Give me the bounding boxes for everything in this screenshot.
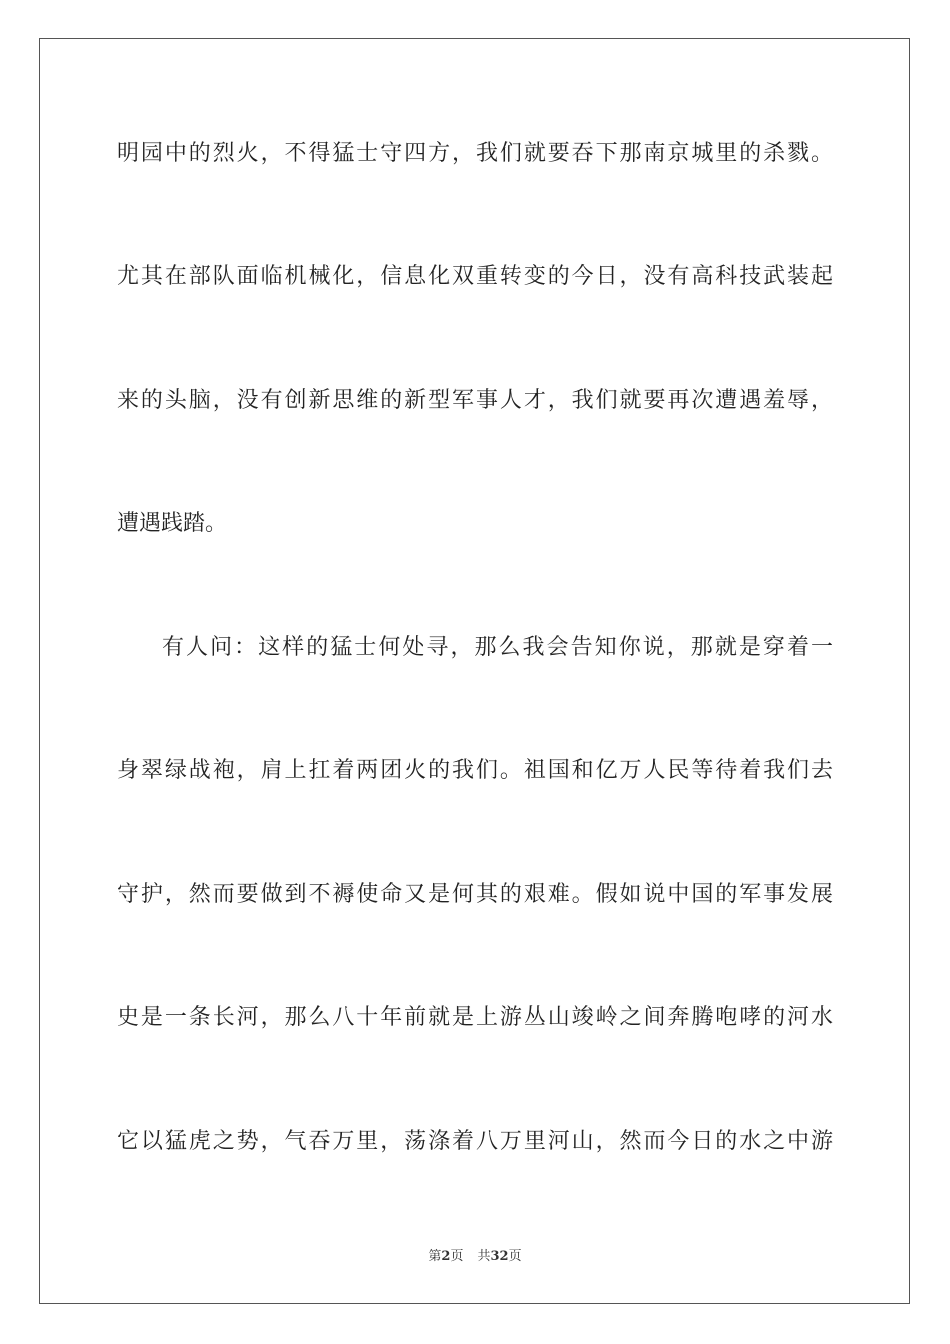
footer-page-number: 2	[441, 1249, 451, 1264]
page-border	[39, 38, 910, 1304]
body-line-8: 史是一条长河，那么八十年前就是上游丛山竣岭之间奔腾咆哮的河水	[117, 1005, 833, 1030]
footer-total-prefix: 共	[477, 1249, 491, 1264]
body-line-5: 有人问：这样的猛士何处寻，那么我会告知你说，那就是穿着一	[162, 635, 833, 660]
body-line-9: 它以猛虎之势，气吞万里，荡涤着八万里河山，然而今日的水之中游	[117, 1129, 833, 1154]
body-line-1: 明园中的烈火，不得猛士守四方，我们就要吞下那南京城里的杀戮。	[117, 141, 833, 166]
footer-total-pages: 32	[490, 1249, 509, 1264]
page-footer	[0, 1248, 950, 1266]
footer-total-suffix: 页	[508, 1249, 522, 1264]
body-line-4: 遭遇践踏。	[117, 511, 228, 536]
footer-page-prefix: 第	[428, 1249, 442, 1264]
body-line-7: 守护，然而要做到不褥使命又是何其的艰难。假如说中国的军事发展	[117, 882, 833, 907]
body-line-3: 来的头脑，没有创新思维的新型军事人才，我们就要再次遭遇羞辱，	[117, 388, 833, 413]
footer-page-suffix: 页	[450, 1249, 464, 1264]
body-line-2: 尤其在部队面临机械化，信息化双重转变的今日，没有高科技武装起	[117, 264, 833, 289]
body-line-6: 身翠绿战袍，肩上扛着两团火的我们。祖国和亿万人民等待着我们去	[117, 758, 833, 783]
